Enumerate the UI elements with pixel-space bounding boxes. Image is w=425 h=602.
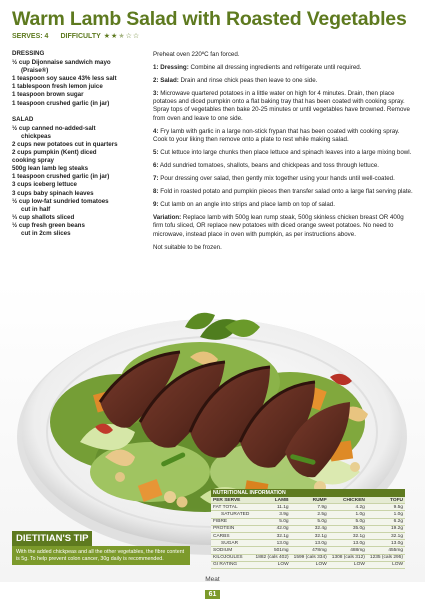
step-label: 4: xyxy=(153,127,159,135)
salad-ingredient xyxy=(12,190,142,198)
nutrition-header-row xyxy=(211,497,405,504)
nutrition-row-label: CARBS xyxy=(211,532,252,539)
salad-ingredient-line: 1 teaspoon crushed garlic (in jar) xyxy=(12,173,110,181)
nutrition-row xyxy=(211,525,405,532)
nutrition-cell: LOW xyxy=(291,561,329,568)
nutrition-row-label: SUGAR xyxy=(211,540,252,547)
nutrition-column-header: TOFU xyxy=(367,497,405,504)
nutrition-cell: 478mg xyxy=(291,547,329,554)
nutrition-cell: 19.2g xyxy=(367,525,405,532)
star-full-icon: ★ xyxy=(103,33,111,40)
salad-ingredient-line: 2 cups new potatoes cut in quarters xyxy=(12,140,118,148)
method-step xyxy=(153,162,413,170)
salad-ingredient xyxy=(12,222,142,238)
step-label: 1: Dressing: xyxy=(153,64,189,72)
method-step xyxy=(153,90,413,122)
method-step xyxy=(153,128,413,144)
difficulty-stars xyxy=(104,32,139,40)
nutrition-cell: 35.0g xyxy=(329,525,367,532)
salad-ingredient xyxy=(12,181,142,189)
star-empty-icon: ☆ xyxy=(125,33,132,40)
nutrition-column-header: CHICKEN xyxy=(329,497,367,504)
nutrition-cell: LOW xyxy=(367,561,405,568)
nutrition-cell: 32.1g xyxy=(291,532,329,539)
page-number: 61 xyxy=(205,590,221,599)
nutrition-cell: 1599 (cals 334) xyxy=(291,554,329,561)
nutrition-row xyxy=(211,532,405,539)
nutrition-row xyxy=(211,504,405,511)
step-text: Drain and rinse chick peas then leave to one side. xyxy=(178,77,318,85)
nutrition-cell: 455mg xyxy=(367,547,405,554)
nutrition-row-label: SODIUM xyxy=(211,547,252,554)
freezing-note: Not suitable to be frozen. xyxy=(153,243,222,251)
dressing-ingredient-line: (Praise®) xyxy=(21,67,49,75)
nutrition-cell: 32.1g xyxy=(367,532,405,539)
star-empty-icon: ☆ xyxy=(132,33,140,40)
salad-ingredient xyxy=(12,214,142,222)
salad-ingredient xyxy=(12,125,142,141)
nutrition-row xyxy=(211,554,405,561)
salad-ingredient xyxy=(12,149,142,157)
salad-ingredient-line: ½ cup canned no-added-salt xyxy=(12,124,96,132)
page-footer xyxy=(0,576,425,601)
dressing-ingredient-line: ½ cup Dijonnaise sandwich mayo xyxy=(12,59,111,67)
nutrition-table xyxy=(211,497,405,569)
salad-ingredient-line: 2 cups pumpkin (Kent) diced xyxy=(12,149,97,157)
method-step xyxy=(153,201,413,209)
step-text: Fry lamb with garlic in a large non-stick frypan that has been coated with cooking spray. Cook to your liking then remove onto a plate to rest while making salad. xyxy=(153,127,400,143)
nutrition-cell: 1.0g xyxy=(367,511,405,518)
step-text: Fold in roasted potato and pumpkin pieces then transfer salad onto a large flat serving plate. xyxy=(158,188,413,196)
method-step xyxy=(153,149,413,157)
dressing-ingredient-line: 1 teaspoon soy sauce 43% less salt xyxy=(12,75,117,83)
step-label: 9: xyxy=(153,201,159,209)
nutrition-cell: 1308 (cals 312) xyxy=(329,554,367,561)
salad-ingredient xyxy=(12,141,142,149)
nutrition-title: NUTRITIONAL INFORMATION xyxy=(211,489,405,497)
nutrition-cell: 13.0g xyxy=(329,540,367,547)
step-label: 2: Salad: xyxy=(153,77,179,85)
salad-heading: SALAD xyxy=(12,115,34,123)
nutrition-cell: 7.9g xyxy=(291,504,329,511)
nutrition-row xyxy=(211,547,405,554)
salad-ingredient xyxy=(12,157,142,165)
variation-label: Variation: xyxy=(153,214,182,222)
dressing-ingredient-line: 1 teaspoon brown sugar xyxy=(12,91,84,99)
step-text: Combine all dressing ingredients and refrigerate until required. xyxy=(188,64,362,72)
step-text: Cut lettuce into large chunks then place lettuce and spinach leaves into a large mixing bowl. xyxy=(158,148,412,156)
nutrition-row-label: SATURATED xyxy=(211,511,252,518)
method-intro: Preheat oven 220ºC fan forced. xyxy=(153,51,240,58)
nutrition-cell: LOW xyxy=(252,561,290,568)
nutrition-column-header: RUMP xyxy=(291,497,329,504)
salad-ingredient xyxy=(12,173,142,181)
method-step xyxy=(153,188,413,196)
salad-ingredient-line: 3 cups baby spinach leaves xyxy=(12,189,94,197)
nutrition-row-label: PROTEIN xyxy=(211,525,252,532)
dressing-list xyxy=(12,59,142,108)
variation xyxy=(153,214,413,238)
nutrition-cell: 32.4g xyxy=(291,525,329,532)
nutrition-row xyxy=(211,511,405,518)
dietitian-tip xyxy=(12,528,190,565)
star-half-icon: ★ xyxy=(118,33,125,40)
recipe-title: Warm Lamb Salad with Roasted Vegetables xyxy=(12,8,407,30)
nutrition-cell: 488mg xyxy=(329,547,367,554)
nutrition-cell: 32.1g xyxy=(329,532,367,539)
dressing-ingredient-line: 1 tablespoon fresh lemon juice xyxy=(12,83,103,91)
dressing-ingredient-line: 1 teaspoon crushed garlic (in jar) xyxy=(12,99,110,107)
nutrition-cell: 1235 (cals 295) xyxy=(367,554,405,561)
nutrition-panel xyxy=(211,489,405,569)
salad-ingredient-line: ⅓ cup shallots sliced xyxy=(12,213,75,221)
salad-ingredient-line: 3 cups iceberg lettuce xyxy=(12,181,77,189)
nutrition-row-label: FIBRE xyxy=(211,518,252,525)
nutrition-row xyxy=(211,518,405,525)
nutrition-row-label: FAT TOTAL xyxy=(211,504,252,511)
salad-ingredient xyxy=(12,165,142,173)
nutrition-cell: 1.0g xyxy=(329,511,367,518)
salad-ingredient-line: cut in 2cm slices xyxy=(21,229,71,237)
nutrition-row-label: GI RATING xyxy=(211,561,252,568)
nutrition-cell: 5.0g xyxy=(291,518,329,525)
step-text: Add sundried tomatoes, shallots, beans and chickpeas and toss through lettuce. xyxy=(158,161,379,169)
nutrition-cell: 42.0g xyxy=(252,525,290,532)
tip-body: With the added chickpeas and all the other vegetables, the fibre content is 5g. To help prevent colon cancer, 30g daily is recommended. xyxy=(12,546,190,565)
nutrition-cell: 1882 (cals 402) xyxy=(252,554,290,561)
method-step xyxy=(153,77,413,85)
nutrition-cell: 3.9g xyxy=(252,511,290,518)
nutrition-cell: 32.1g xyxy=(252,532,290,539)
dressing-ingredient xyxy=(12,100,142,108)
section-label: Meat xyxy=(205,576,220,583)
nutrition-cell: LOW xyxy=(329,561,367,568)
salad-ingredient-line: ½ cup low-fat sundried tomatoes xyxy=(12,197,109,205)
nutrition-cell: 5.0g xyxy=(329,518,367,525)
method-column xyxy=(153,51,413,257)
dressing-heading: DRESSING xyxy=(12,50,45,57)
nutrition-row xyxy=(211,561,405,568)
step-text: Cut lamb on an angle into strips and place lamb on top of salad. xyxy=(158,201,335,209)
nutrition-cell: 2.5g xyxy=(291,511,329,518)
salad-ingredient-line: cooking spray xyxy=(12,157,54,165)
star-full-icon: ★ xyxy=(111,33,118,40)
step-label: 6: xyxy=(153,161,159,169)
step-label: 7: xyxy=(153,175,159,183)
recipe-meta xyxy=(12,32,139,40)
nutrition-row xyxy=(211,540,405,547)
dressing-ingredient xyxy=(12,59,142,75)
dressing-ingredient xyxy=(12,83,142,91)
step-text: Pour dressing over salad, then gently mix together using your hands until well-coated. xyxy=(158,175,395,183)
difficulty-label: DIFFICULTY xyxy=(60,32,101,40)
step-label: 3: xyxy=(153,90,159,98)
nutrition-column-header: LAMB xyxy=(252,497,290,504)
ingredients-column xyxy=(12,50,142,238)
nutrition-row-label: KILOJOULES xyxy=(211,554,252,561)
nutrition-cell: 13.0g xyxy=(291,540,329,547)
serves-label: SERVES: 4 xyxy=(12,32,49,40)
nutrition-cell: 13.0g xyxy=(252,540,290,547)
salad-list xyxy=(12,125,142,238)
nutrition-cell: 4.2g xyxy=(329,504,367,511)
salad-ingredient-line: 500g lean lamb leg steaks xyxy=(12,165,89,173)
salad-ingredient xyxy=(12,198,142,214)
method-step xyxy=(153,64,413,72)
dressing-ingredient xyxy=(12,91,142,99)
salad-ingredient-line: chickpeas xyxy=(21,132,51,140)
nutrition-cell: 6.2g xyxy=(367,518,405,525)
step-label: 5: xyxy=(153,148,159,156)
variation-text: Replace lamb with 500g lean rump steak, 500g skinless chicken breast OR 400g firm tofu sliced, OR replace new potatoes with diced orange sweet potatoes. No need to microwave, instead place in oven with pumpkin, as per instructions above. xyxy=(153,214,404,238)
nutrition-cell: 11.1g xyxy=(252,504,290,511)
step-text: Microwave quartered potatoes in a little water on high for 4 minutes. Drain, then place potatoes and diced pumpkin onto a flat baking tray that has been coated with cooking spray. Spray tops of vegetables then bake 20-25 minutes or until vegetables have browned. Remove from oven and leave to one side. xyxy=(153,90,410,122)
nutrition-cell: 5.0g xyxy=(252,518,290,525)
nutrition-column-header: PER SERVE xyxy=(211,497,252,504)
difficulty xyxy=(60,32,139,40)
method-step xyxy=(153,175,413,183)
salad-ingredient-line: cut in half xyxy=(21,205,51,213)
salad-ingredient-line: ½ cup fresh green beans xyxy=(12,221,85,229)
nutrition-cell: 501mg xyxy=(252,547,290,554)
method-steps xyxy=(153,64,413,209)
tip-heading: DIETITIAN'S TIP xyxy=(12,531,92,546)
step-label: 8: xyxy=(153,188,159,196)
nutrition-cell: 13.0g xyxy=(367,540,405,547)
dressing-ingredient xyxy=(12,75,142,83)
nutrition-cell: 9.5g xyxy=(367,504,405,511)
